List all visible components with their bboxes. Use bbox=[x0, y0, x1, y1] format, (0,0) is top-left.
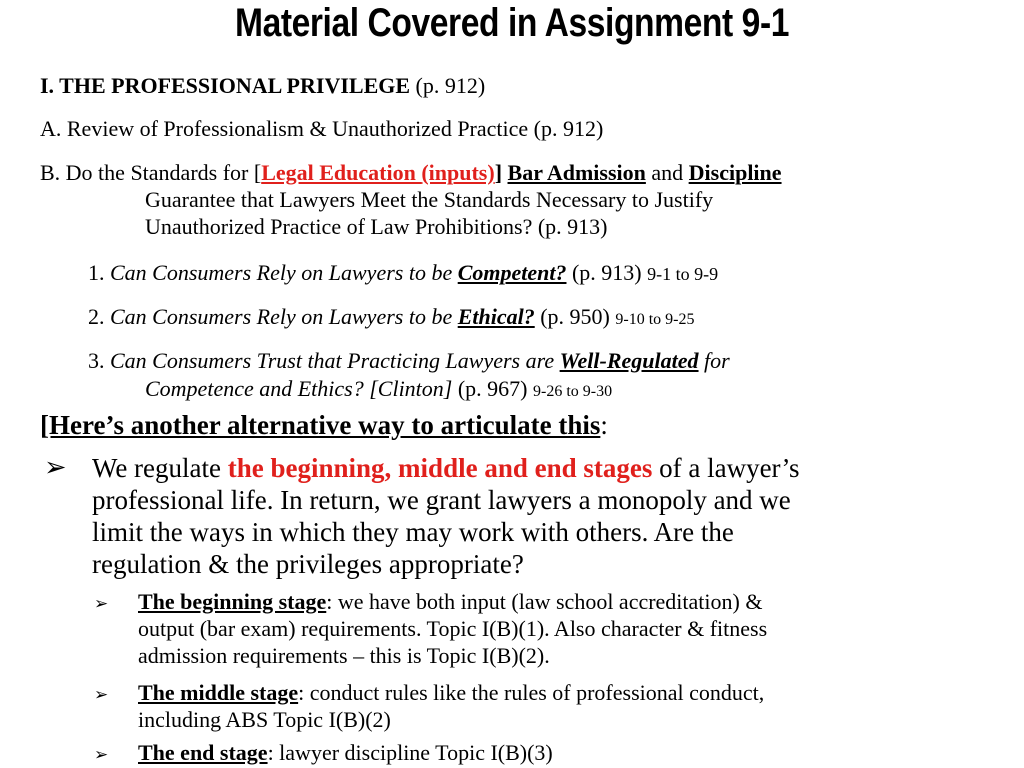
section-heading-page: (p. 912) bbox=[410, 73, 486, 98]
main-bullet-line3: limit the ways in which they may work with others. Are the bbox=[92, 517, 734, 547]
main-bullet-line1 bbox=[92, 452, 800, 484]
arrow-bullet-icon: ➢ bbox=[94, 745, 109, 765]
sub-bullet-beginning bbox=[138, 588, 767, 669]
question-3 bbox=[88, 348, 730, 374]
item-b-line2: Guarantee that Lawyers Meet the Standards Necessary to Justify bbox=[145, 187, 714, 212]
inputs-label: (inputs) bbox=[421, 160, 495, 185]
question-range: 9-26 to 9-30 bbox=[533, 383, 613, 400]
arrow-bullet-icon: ➢ bbox=[94, 594, 109, 614]
question-range: 9-1 to 9-9 bbox=[647, 264, 719, 284]
question-3-line2 bbox=[145, 376, 612, 402]
bar-admission-label: Bar Admission bbox=[507, 160, 646, 185]
sub-bullet-text: : lawyer discipline Topic I(B)(3) bbox=[267, 740, 553, 765]
alternative-text: [Here’s another alternative way to articulate this bbox=[40, 410, 601, 440]
sub-bullet-line3: admission requirements – this is Topic I(B)(2). bbox=[138, 643, 550, 668]
item-b-line1 bbox=[40, 160, 782, 186]
sub-bullet-line1 bbox=[138, 679, 764, 706]
slide-title: Material Covered in Assignment 9-1 bbox=[235, 1, 789, 45]
question-keyword: Ethical? bbox=[457, 304, 535, 329]
item-b-prefix: B. Do the Standards for [ bbox=[40, 160, 262, 185]
question-keyword: Well-Regulated bbox=[559, 348, 699, 373]
arrow-bullet-icon: ➢ bbox=[44, 452, 67, 483]
arrow-bullet-icon: ➢ bbox=[94, 685, 109, 705]
item-a: A. Review of Professionalism & Unauthorized Practice (p. 912) bbox=[40, 116, 604, 141]
question-page: (p. 950) bbox=[534, 304, 616, 329]
question-range: 9-10 to 9-25 bbox=[615, 311, 695, 328]
main-bullet bbox=[92, 452, 800, 580]
alternative-colon: : bbox=[600, 410, 608, 440]
sub-bullet-label: The beginning stage bbox=[138, 589, 327, 614]
sub-bullet-label: The middle stage bbox=[138, 680, 299, 705]
section-heading: I. THE PROFESSIONAL PRIVILEGE bbox=[40, 73, 411, 98]
sub-bullet-middle bbox=[138, 679, 764, 733]
question-keyword: Competent? bbox=[457, 260, 567, 285]
main-bullet-before: We regulate bbox=[92, 453, 228, 483]
sub-bullet-line1 bbox=[138, 739, 553, 766]
legal-education-link: Legal Education bbox=[261, 160, 422, 185]
question-number: 3. bbox=[88, 348, 110, 373]
section-heading-line bbox=[40, 73, 485, 99]
sub-bullet-text: : we have both input (law school accreditation) & bbox=[326, 589, 763, 614]
question-text: Can Consumers Rely on Lawyers to be bbox=[110, 260, 458, 285]
sub-bullet-line1 bbox=[138, 588, 767, 615]
and-text: and bbox=[645, 160, 689, 185]
main-bullet-line2: professional life. In return, we grant lawyers a monopoly and we bbox=[92, 485, 791, 515]
sub-bullet-end bbox=[138, 739, 553, 766]
alternative-heading bbox=[40, 410, 608, 441]
question-text-line2: Competence and Ethics? [Clinton] bbox=[145, 376, 453, 401]
close-bracket: ] bbox=[494, 160, 503, 185]
question-number: 1. bbox=[88, 260, 110, 285]
question-text: Can Consumers Rely on Lawyers to be bbox=[110, 304, 458, 329]
item-b-line3: Unauthorized Practice of Law Prohibitions? (p. 913) bbox=[145, 214, 608, 239]
sub-bullet-text: : conduct rules like the rules of professional conduct, bbox=[298, 680, 765, 705]
sub-bullet-line2: output (bar exam) requirements. Topic I(B)(1). Also character & fitness bbox=[138, 616, 768, 641]
sub-bullet-label: The end stage bbox=[138, 740, 268, 765]
question-page: (p. 967) bbox=[452, 376, 534, 401]
discipline-label: Discipline bbox=[688, 160, 782, 185]
question-1 bbox=[88, 260, 718, 286]
main-bullet-line4: regulation & the privileges appropriate? bbox=[92, 549, 524, 579]
question-number: 2. bbox=[88, 304, 110, 329]
question-2 bbox=[88, 304, 694, 330]
question-text-after: for bbox=[698, 348, 730, 373]
main-bullet-highlight: the beginning, middle and end stages bbox=[227, 453, 653, 483]
question-page: (p. 913) bbox=[566, 260, 648, 285]
main-bullet-after: of a lawyer’s bbox=[652, 453, 800, 483]
sub-bullet-line2: including ABS Topic I(B)(2) bbox=[138, 707, 391, 732]
question-text: Can Consumers Trust that Practicing Lawyers are bbox=[110, 348, 560, 373]
